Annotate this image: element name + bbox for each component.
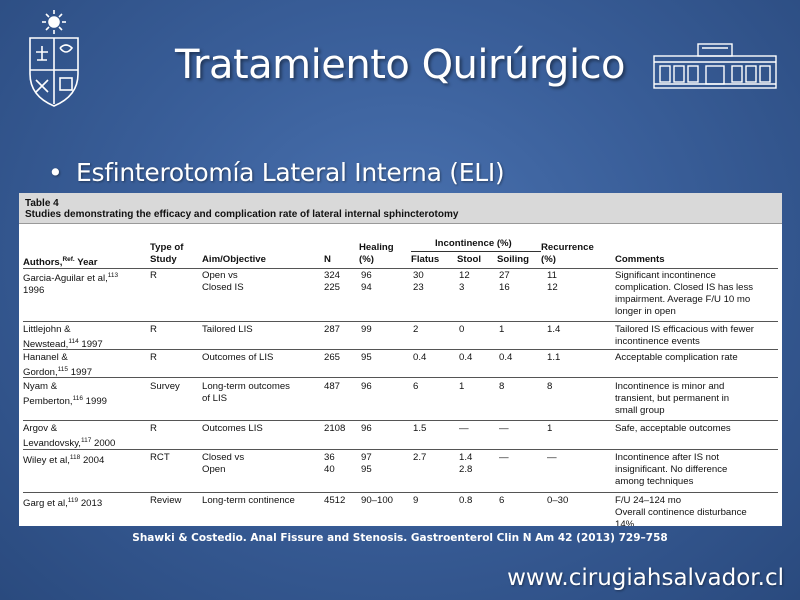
cell-aim: Outcomes LIS — [202, 423, 263, 434]
cell-aim: Open vs Closed IS — [202, 270, 244, 293]
cell-type: Survey — [150, 381, 180, 392]
cell-comments: Significant incontinence complication. Closed IS has less impairment. Average F/U 10 mo longer in open — [615, 270, 754, 317]
cell-stool: 0.8 — [459, 495, 473, 506]
cell-type: Review — [150, 495, 182, 506]
cell-healing: 96 94 — [361, 270, 372, 293]
cell-comments: Safe, acceptable outcomes — [615, 423, 731, 434]
table-header-band — [19, 193, 782, 224]
website-url: www.cirugiahsalvador.cl — [507, 565, 784, 591]
row-rule — [23, 349, 778, 350]
header-aim: Aim/Objective — [202, 254, 266, 265]
cell-soiling: 0.4 — [499, 352, 513, 363]
header-comments: Comments — [615, 254, 665, 265]
cell-n: 2108 — [324, 423, 346, 434]
cell-flatus: 2.7 — [413, 452, 427, 463]
cell-author: Nyam & Pemberton,$^{116}$ 1999 — [23, 381, 107, 408]
cell-stool: 12 3 — [459, 270, 470, 293]
table-caption: Studies demonstrating the efficacy and complication rate of lateral internal sphincterotomy — [25, 209, 459, 220]
header-incontinence: Incontinence (%) — [435, 238, 512, 249]
header-type: Type of Study — [150, 242, 184, 265]
header-authors: Authors,$^{Ref.}$ Year — [23, 256, 98, 269]
cell-recurrence: 0–30 — [547, 495, 569, 506]
cell-n: 324 225 — [324, 270, 341, 293]
cell-healing: 99 — [361, 324, 372, 335]
cell-healing: 96 — [361, 381, 372, 392]
cell-author: Hananel & Gordon,$^{115}$ 1997 — [23, 352, 93, 379]
cell-type: R — [150, 352, 157, 363]
cell-comments: Incontinence after IS not insignificant. No difference among techniques — [615, 452, 728, 487]
cell-healing: 95 — [361, 352, 372, 363]
source-citation: Shawki & Costedio. Anal Fissure and Stenosis. Gastroenterol Clin N Am 42 (2013) 729–758 — [132, 532, 668, 544]
cell-flatus: 9 — [413, 495, 419, 506]
cell-author: Wiley et al,$^{118}$ 2004 — [23, 454, 105, 467]
cell-type: R — [150, 423, 157, 434]
cell-n: 487 — [324, 381, 341, 392]
cell-stool: 0.4 — [459, 352, 473, 363]
slide-title: Tratamiento Quirúrgico — [174, 42, 626, 88]
cell-stool: 1 — [459, 381, 465, 392]
cell-recurrence: 1 — [547, 423, 553, 434]
cell-stool: 0 — [459, 324, 465, 335]
bullet-text: Esfinterotomía Lateral Interna (ELI) — [76, 158, 505, 187]
cell-aim: Tailored LIS — [202, 324, 253, 335]
cell-healing: 90–100 — [361, 495, 394, 506]
header-n: N — [324, 254, 331, 265]
incontinence-underline — [411, 251, 541, 252]
cell-n: 265 — [324, 352, 341, 363]
cell-healing: 96 — [361, 423, 372, 434]
cell-soiling: 6 — [499, 495, 505, 506]
cell-comments: Incontinence is minor and transient, but permanent in small group — [615, 381, 730, 416]
cell-n: 287 — [324, 324, 341, 335]
cell-stool: 1.4 2.8 — [459, 452, 473, 475]
cell-soiling: 27 16 — [499, 270, 510, 293]
cell-recurrence: 1.1 — [547, 352, 561, 363]
cell-recurrence: 8 — [547, 381, 553, 392]
cell-n: 4512 — [324, 495, 346, 506]
cell-author: Garcia-Aguilar et al,$^{113}$ 1996 — [23, 272, 119, 297]
header-soiling: Soiling — [497, 254, 529, 265]
cell-recurrence: — — [547, 452, 557, 463]
cell-n: 36 40 — [324, 452, 335, 475]
table-number: Table 4 — [25, 198, 59, 209]
bullet-icon: • — [48, 158, 63, 187]
cell-flatus: 1.5 — [413, 423, 427, 434]
row-rule — [23, 377, 778, 378]
cell-flatus: 30 23 — [413, 270, 424, 293]
cell-comments: F/U 24–124 mo Overall continence disturbance 14% — [615, 495, 747, 526]
cell-aim: Outcomes of LIS — [202, 352, 274, 363]
cell-healing: 97 95 — [361, 452, 372, 475]
header-stool: Stool — [457, 254, 481, 265]
cell-flatus: 6 — [413, 381, 419, 392]
cell-author: Argov & Levandovsky,$^{117}$ 2000 — [23, 423, 116, 450]
cell-type: RCT — [150, 452, 170, 463]
cell-stool: — — [459, 423, 469, 434]
cell-soiling: — — [499, 423, 509, 434]
cell-aim: Long-term continence — [202, 495, 295, 506]
bullet-item — [48, 158, 504, 187]
cell-soiling: — — [499, 452, 509, 463]
cell-soiling: 8 — [499, 381, 505, 392]
header-rule — [23, 268, 778, 269]
row-rule — [23, 321, 778, 322]
cell-aim: Long-term outcomes of LIS — [202, 381, 290, 404]
cell-recurrence: 1.4 — [547, 324, 561, 335]
cell-author: Garg et al,$^{119}$ 2013 — [23, 497, 103, 510]
row-rule — [23, 492, 778, 493]
cell-recurrence: 11 12 — [547, 270, 558, 293]
cell-aim: Closed vs Open — [202, 452, 245, 475]
header-healing: Healing (%) — [359, 242, 394, 265]
cell-author: Littlejohn & Newstead,$^{114}$ 1997 — [23, 324, 103, 351]
cell-flatus: 2 — [413, 324, 419, 335]
header-recurrence: Recurrence (%) — [541, 242, 594, 265]
cell-soiling: 1 — [499, 324, 505, 335]
study-table-image — [19, 193, 782, 526]
row-rule — [23, 420, 778, 421]
header-flatus: Flatus — [411, 254, 440, 265]
cell-comments: Tailored IS efficacious with fewer incontinence events — [615, 324, 754, 347]
cell-type: R — [150, 324, 157, 335]
cell-flatus: 0.4 — [413, 352, 427, 363]
cell-type: R — [150, 270, 157, 281]
cell-comments: Acceptable complication rate — [615, 352, 738, 363]
row-rule — [23, 449, 778, 450]
